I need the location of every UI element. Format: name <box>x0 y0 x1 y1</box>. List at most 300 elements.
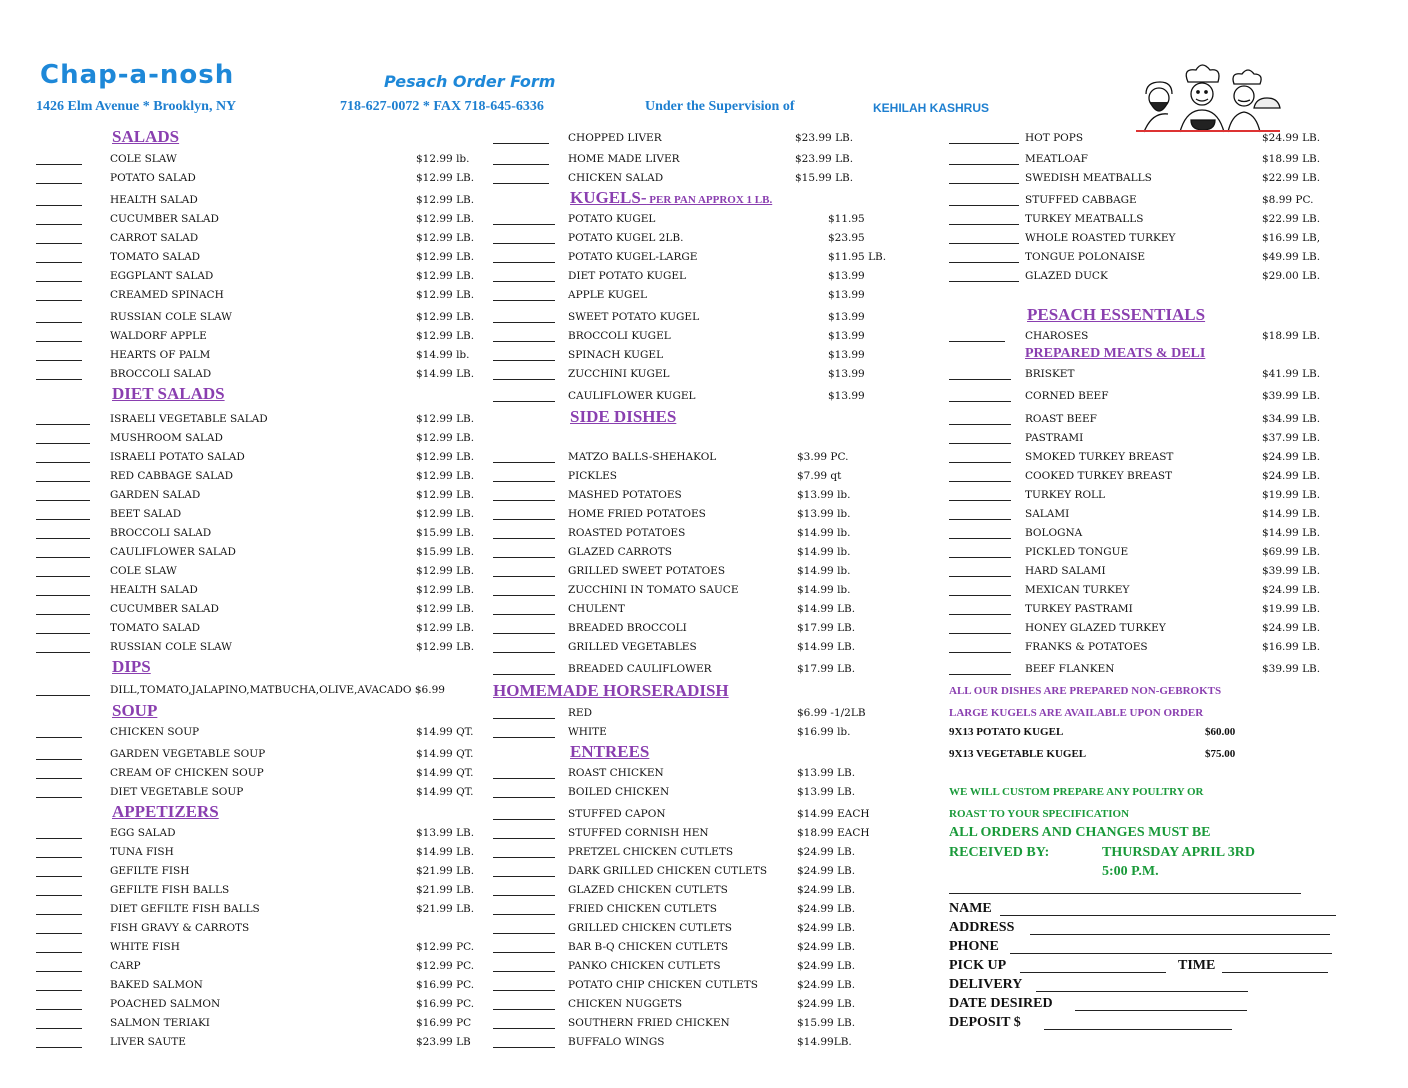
qty-blank-line[interactable] <box>36 243 82 244</box>
qty-blank-line[interactable] <box>36 633 90 634</box>
item-name: COLE SLAW <box>110 153 177 165</box>
item-price: $69.99 LB. <box>1262 546 1321 558</box>
qty-blank-line[interactable] <box>493 674 555 675</box>
qty-blank-line[interactable] <box>949 462 1011 463</box>
item-name: CREAMED SPINACH <box>110 289 224 301</box>
item-price: $14.99 QT. <box>416 726 474 738</box>
item-price: $12.99 LB. <box>416 413 475 425</box>
section-title-text: DIPS <box>112 657 151 676</box>
qty-blank-line[interactable] <box>36 322 82 323</box>
qty-blank-line[interactable] <box>949 538 1011 539</box>
section-title <box>570 742 649 762</box>
field-label-pickup: PICK UP <box>949 958 1007 973</box>
item-name: TUNA FISH <box>110 846 174 858</box>
item-price: $21.99 LB. <box>416 865 475 877</box>
item-price: $13.99 LB. <box>797 767 856 779</box>
note-text: ALL OUR DISHES ARE PREPARED NON-GEBROKTS <box>949 685 1222 697</box>
note-text: ALL ORDERS AND CHANGES MUST BE <box>949 825 1211 840</box>
qty-blank-line[interactable] <box>36 164 82 165</box>
item-price: $24.99 LB. <box>797 846 856 858</box>
item-name: BREADED BROCCOLI <box>568 622 687 634</box>
item-price: $13.99 LB. <box>797 786 856 798</box>
qty-blank-line[interactable] <box>493 401 555 402</box>
qty-blank-line[interactable] <box>36 952 82 953</box>
item-price: $13.99 lb. <box>797 508 851 520</box>
item-name: WHOLE ROASTED TURKEY <box>1025 232 1176 244</box>
item-name: HOME FRIED POTATOES <box>568 508 706 520</box>
field-input-delivery[interactable] <box>1036 991 1248 992</box>
item-name: TURKEY PASTRAMI <box>1025 603 1133 615</box>
item-price: $7.99 qt <box>797 470 842 482</box>
item-price: $11.95 LB. <box>828 251 887 263</box>
item-price: $23.95 <box>828 232 865 244</box>
item-name: MEATLOAF <box>1025 153 1088 165</box>
qty-blank-line[interactable] <box>36 360 82 361</box>
qty-blank-line[interactable] <box>949 557 1011 558</box>
item-price: $14.99LB. <box>797 1036 852 1048</box>
item-name: PANKO CHICKEN CUTLETS <box>568 960 721 972</box>
item-name: POACHED SALMON <box>110 998 221 1010</box>
qty-blank-line[interactable] <box>36 443 90 444</box>
item-name: DARK GRILLED CHICKEN CUTLETS <box>568 865 768 877</box>
item-price: $23.99 LB <box>416 1036 471 1048</box>
field-input-phone[interactable] <box>1010 953 1332 954</box>
note-text: 9X13 VEGETABLE KUGEL <box>949 748 1087 760</box>
item-name: GARDEN VEGETABLE SOUP <box>110 748 266 760</box>
qty-blank-line[interactable] <box>36 183 82 184</box>
item-price: $14.99 LB. <box>797 641 856 653</box>
item-name: CUCUMBER SALAD <box>110 603 219 615</box>
qty-blank-line[interactable] <box>493 500 555 501</box>
qty-blank-line[interactable] <box>493 595 555 596</box>
qty-blank-line[interactable] <box>36 341 82 342</box>
item-price: $14.99 LB. <box>416 846 475 858</box>
qty-blank-line[interactable] <box>949 224 1019 225</box>
item-price: $13.99 lb. <box>797 489 851 501</box>
qty-blank-line[interactable] <box>36 1047 82 1048</box>
field-input-name[interactable] <box>1000 915 1336 916</box>
qty-blank-line[interactable] <box>493 576 555 577</box>
item-price: $11.95 <box>828 213 865 225</box>
item-name: CHICKEN SOUP <box>110 726 200 738</box>
item-price: $17.99 LB. <box>797 622 856 634</box>
qty-blank-line[interactable] <box>493 1047 555 1048</box>
qty-blank-line[interactable] <box>36 695 90 696</box>
qty-blank-line[interactable] <box>493 538 555 539</box>
item-name: SOUTHERN FRIED CHICKEN <box>568 1017 730 1029</box>
qty-blank-line[interactable] <box>949 652 1011 653</box>
item-price: $14.99 lb. <box>797 527 851 539</box>
qty-blank-line[interactable] <box>493 183 549 184</box>
supervision-label: Under the Supervision of <box>645 99 795 114</box>
qty-blank-line[interactable] <box>493 718 555 719</box>
qty-blank-line[interactable] <box>949 164 1019 165</box>
item-name: TONGUE POLONAISE <box>1025 251 1146 263</box>
qty-blank-line[interactable] <box>493 360 555 361</box>
item-price: $12.99 LB. <box>416 603 475 615</box>
qty-blank-line[interactable] <box>493 633 555 634</box>
qty-blank-line[interactable] <box>493 778 555 779</box>
item-name: EGGPLANT SALAD <box>110 270 214 282</box>
qty-blank-line[interactable] <box>493 262 555 263</box>
qty-blank-line[interactable] <box>36 481 90 482</box>
section-title-text: DIET SALADS <box>112 384 225 403</box>
item-name: CAULIFLOWER SALAD <box>110 546 236 558</box>
item-price: $15.99 LB. <box>795 172 854 184</box>
item-name: GLAZED CHICKEN CUTLETS <box>568 884 728 896</box>
qty-blank-line[interactable] <box>36 205 82 206</box>
qty-blank-line[interactable] <box>36 262 82 263</box>
section-title-text: SOUP <box>112 701 158 720</box>
section-title <box>493 681 729 701</box>
item-price: $39.99 LB. <box>1262 390 1321 402</box>
section-title-text: APPETIZERS <box>112 802 219 821</box>
qty-blank-line[interactable] <box>36 557 90 558</box>
qty-blank-line[interactable] <box>493 1009 555 1010</box>
qty-blank-line[interactable] <box>36 379 82 380</box>
item-price: $12.99 LB. <box>416 470 475 482</box>
qty-blank-line[interactable] <box>949 500 1011 501</box>
qty-blank-line[interactable] <box>949 443 1011 444</box>
item-price: $21.99 LB. <box>416 903 475 915</box>
item-name: BROCCOLI SALAD <box>110 368 212 380</box>
qty-blank-line[interactable] <box>493 857 555 858</box>
item-name: GLAZED CARROTS <box>568 546 672 558</box>
field-input-date[interactable] <box>1075 1010 1247 1011</box>
section-title <box>570 407 676 427</box>
qty-blank-line[interactable] <box>36 1028 82 1029</box>
item-price: $23.99 LB. <box>795 132 854 144</box>
item-name: CHICKEN SALAD <box>568 172 664 184</box>
item-price: $14.99 QT. <box>416 786 474 798</box>
section-title-text: KUGELS- <box>570 188 647 207</box>
item-name: CARROT SALAD <box>110 232 199 244</box>
item-name: APPLE KUGEL <box>568 289 648 301</box>
qty-blank-line[interactable] <box>493 224 555 225</box>
item-price: $14.99 lb. <box>416 349 470 361</box>
qty-blank-line[interactable] <box>36 500 90 501</box>
item-price: $14.99 LB. <box>797 603 856 615</box>
item-name: CAULIFLOWER KUGEL <box>568 390 696 402</box>
section-title-text: PESACH ESSENTIALS <box>1027 305 1206 324</box>
qty-blank-line[interactable] <box>493 838 555 839</box>
item-price: $13.99 <box>828 289 865 301</box>
item-price: $19.99 LB. <box>1262 489 1321 501</box>
qty-blank-line[interactable] <box>949 243 1019 244</box>
item-name: GRILLED CHICKEN CUTLETS <box>568 922 732 934</box>
item-price: $12.99 PC. <box>416 960 475 972</box>
item-price: $12.99 LB. <box>416 432 475 444</box>
item-name: GARDEN SALAD <box>110 489 201 501</box>
qty-blank-line[interactable] <box>949 401 1011 402</box>
qty-blank-line[interactable] <box>36 281 82 282</box>
item-name: GEFILTE FISH BALLS <box>110 884 230 896</box>
item-name: PICKLED TONGUE <box>1025 546 1129 558</box>
item-price: $24.99 LB. <box>1262 470 1321 482</box>
item-name: GLAZED DUCK <box>1025 270 1108 282</box>
item-price: $14.99 QT. <box>416 748 474 760</box>
item-price: $12.99 LB. <box>416 641 475 653</box>
item-price: $24.99 LB. <box>797 979 856 991</box>
item-name: HONEY GLAZED TURKEY <box>1025 622 1166 634</box>
item-price: $34.99 LB. <box>1262 413 1321 425</box>
item-price: $12.99 LB. <box>416 451 475 463</box>
section-title-text: PREPARED MEATS & DELI <box>1025 346 1206 361</box>
item-price: $8.99 PC. <box>1262 194 1314 206</box>
item-name: CARP <box>110 960 141 972</box>
item-price: $23.99 LB. <box>795 153 854 165</box>
qty-blank-line[interactable] <box>36 519 90 520</box>
item-name: ROASTED POTATOES <box>568 527 686 539</box>
item-name: PICKLES <box>568 470 617 482</box>
qty-blank-line[interactable] <box>493 300 555 301</box>
item-price: $14.99 LB. <box>1262 508 1321 520</box>
note-text: 5:00 P.M. <box>1102 864 1159 879</box>
item-price: $41.99 LB. <box>1262 368 1321 380</box>
qty-blank-line[interactable] <box>493 341 555 342</box>
item-price: $12.99 LB. <box>416 194 475 206</box>
store-address: 1426 Elm Avenue * Brooklyn, NY <box>36 99 237 114</box>
qty-blank-line[interactable] <box>36 895 82 896</box>
item-price: $12.99 LB. <box>416 330 475 342</box>
section-title <box>112 127 179 147</box>
item-name: CUCUMBER SALAD <box>110 213 219 225</box>
section-title <box>112 657 151 677</box>
qty-blank-line[interactable] <box>949 341 1005 342</box>
item-name: POTATO KUGEL <box>568 213 656 225</box>
qty-blank-line[interactable] <box>949 183 1019 184</box>
item-name: PASTRAMI <box>1025 432 1084 444</box>
qty-blank-line[interactable] <box>36 224 82 225</box>
qty-blank-line[interactable] <box>36 838 82 839</box>
qty-blank-line[interactable] <box>36 971 82 972</box>
qty-blank-line[interactable] <box>493 952 555 953</box>
qty-blank-line[interactable] <box>493 933 555 934</box>
item-name: HOME MADE LIVER <box>568 153 680 165</box>
qty-blank-line[interactable] <box>949 281 1019 282</box>
qty-blank-line[interactable] <box>36 914 82 915</box>
qty-blank-line[interactable] <box>36 759 82 760</box>
qty-blank-line[interactable] <box>36 652 90 653</box>
note-text: $60.00 <box>1205 726 1236 738</box>
item-name: BROCCOLI KUGEL <box>568 330 671 342</box>
qty-blank-line[interactable] <box>493 614 555 615</box>
qty-blank-line[interactable] <box>36 462 90 463</box>
item-price: $24.99 LB. <box>1262 584 1321 596</box>
item-name: HEARTS OF PALM <box>110 349 211 361</box>
item-price: $24.99 LB. <box>797 960 856 972</box>
item-name: STUFFED CORNISH HEN <box>568 827 709 839</box>
item-name: CHOPPED LIVER <box>568 132 662 144</box>
qty-blank-line[interactable] <box>36 300 82 301</box>
item-price: $15.99 LB. <box>416 527 475 539</box>
header-divider <box>1136 130 1280 132</box>
item-price: $12.99 LB. <box>416 565 475 577</box>
section-title-text: ENTREES <box>570 742 650 761</box>
qty-blank-line[interactable] <box>493 243 555 244</box>
form-title: Pesach Order Form <box>384 72 556 91</box>
item-price: $3.99 PC. <box>797 451 849 463</box>
item-price: $12.99 LB. <box>416 508 475 520</box>
qty-blank-line[interactable] <box>493 914 555 915</box>
note-text: 9X13 POTATO KUGEL <box>949 726 1064 738</box>
qty-blank-line[interactable] <box>493 990 555 991</box>
item-price: $24.99 LB. <box>797 884 856 896</box>
item-name: CHULENT <box>568 603 625 615</box>
qty-blank-line[interactable] <box>493 557 555 558</box>
qty-blank-line[interactable] <box>949 674 1011 675</box>
item-name: TURKEY ROLL <box>1025 489 1105 501</box>
qty-blank-line[interactable] <box>493 519 555 520</box>
qty-blank-line[interactable] <box>36 933 82 934</box>
item-price: $16.99 LB, <box>1262 232 1321 244</box>
section-subtitle: PER PAN APPROX 1 LB. <box>646 194 773 206</box>
item-name: ROAST CHICKEN <box>568 767 664 779</box>
item-price: $37.99 LB. <box>1262 432 1321 444</box>
item-name: BOLOGNA <box>1025 527 1083 539</box>
field-input-pickup[interactable] <box>1020 972 1166 973</box>
item-name: TOMATO SALAD <box>110 251 201 263</box>
qty-blank-line[interactable] <box>493 971 555 972</box>
item-price: $29.00 LB. <box>1262 270 1321 282</box>
item-price: $39.99 LB. <box>1262 565 1321 577</box>
qty-blank-line[interactable] <box>949 576 1011 577</box>
field-input-deposit[interactable] <box>1044 1029 1232 1030</box>
field-input-time[interactable] <box>1222 972 1328 973</box>
note-text: ROAST TO YOUR SPECIFICATION <box>949 808 1130 820</box>
qty-blank-line[interactable] <box>36 778 82 779</box>
qty-blank-line[interactable] <box>36 576 90 577</box>
qty-blank-line[interactable] <box>493 164 549 165</box>
item-name: SWEET POTATO KUGEL <box>568 311 700 323</box>
qty-blank-line[interactable] <box>493 281 555 282</box>
qty-blank-line[interactable] <box>949 519 1011 520</box>
qty-blank-line[interactable] <box>493 819 555 820</box>
qty-blank-line[interactable] <box>493 143 549 144</box>
kashrus-name: KEHILAH KASHRUS <box>873 101 990 115</box>
item-name: BAR B-Q CHICKEN CUTLETS <box>568 941 729 953</box>
store-phone: 718-627-0072 * FAX 718-645-6336 <box>340 99 544 114</box>
item-name: CREAM OF CHICKEN SOUP <box>110 767 264 779</box>
qty-blank-line[interactable] <box>36 876 82 877</box>
item-name: MASHED POTATOES <box>568 489 682 501</box>
item-name: FRIED CHICKEN CUTLETS <box>568 903 717 915</box>
item-price: $12.99 LB. <box>416 489 475 501</box>
item-name: DIET VEGETABLE SOUP <box>110 786 244 798</box>
qty-blank-line[interactable] <box>949 205 1019 206</box>
qty-blank-line[interactable] <box>493 652 555 653</box>
item-price: $18.99 LB. <box>1262 330 1321 342</box>
qty-blank-line[interactable] <box>36 424 90 425</box>
qty-blank-line[interactable] <box>36 857 82 858</box>
qty-blank-line[interactable] <box>493 379 555 380</box>
qty-blank-line[interactable] <box>949 614 1011 615</box>
qty-blank-line[interactable] <box>493 481 555 482</box>
item-name: SALMON TERIAKI <box>110 1017 210 1029</box>
field-label-address: ADDRESS <box>949 920 1015 935</box>
item-price: $12.99 LB. <box>416 213 475 225</box>
item-price: $12.99 PC. <box>416 941 475 953</box>
note-text: $75.00 <box>1205 748 1236 760</box>
qty-blank-line[interactable] <box>493 462 555 463</box>
item-price: $19.99 LB. <box>1262 603 1321 615</box>
qty-blank-line[interactable] <box>493 322 555 323</box>
item-name: BAKED SALMON <box>110 979 203 991</box>
item-price: $15.99 LB. <box>416 546 475 558</box>
item-price: $13.99 <box>828 349 865 361</box>
field-label-name: NAME <box>949 901 992 916</box>
item-price: $13.99 LB. <box>416 827 475 839</box>
qty-blank-line[interactable] <box>36 797 82 798</box>
item-name: MUSHROOM SALAD <box>110 432 223 444</box>
item-name: DIET POTATO KUGEL <box>568 270 686 282</box>
qty-blank-line[interactable] <box>36 990 82 991</box>
item-name: PRETZEL CHICKEN CUTLETS <box>568 846 734 858</box>
qty-blank-line[interactable] <box>949 481 1011 482</box>
item-price: $14.99 lb. <box>797 584 851 596</box>
qty-blank-line[interactable] <box>36 595 90 596</box>
item-name: LIVER SAUTE <box>110 1036 186 1048</box>
item-name: HARD SALAMI <box>1025 565 1106 577</box>
item-price: $22.99 LB. <box>1262 213 1321 225</box>
item-name: BROCCOLI SALAD <box>110 527 212 539</box>
field-label-date: DATE DESIRED <box>949 996 1053 1011</box>
qty-blank-line[interactable] <box>493 737 555 738</box>
qty-blank-line[interactable] <box>949 424 1011 425</box>
item-name: SMOKED TURKEY BREAST <box>1025 451 1174 463</box>
item-price: $17.99 LB. <box>797 663 856 675</box>
item-name: HOT POPS <box>1025 132 1084 144</box>
qty-blank-line[interactable] <box>949 262 1019 263</box>
item-name: COOKED TURKEY BREAST <box>1025 470 1173 482</box>
item-price: $12.99 LB. <box>416 172 475 184</box>
item-name: POTATO KUGEL-LARGE <box>568 251 698 263</box>
item-name: CHAROSES <box>1025 330 1089 342</box>
separator-line <box>949 893 1301 894</box>
qty-blank-line[interactable] <box>36 538 90 539</box>
item-price: $49.99 LB. <box>1262 251 1321 263</box>
item-price: $21.99 LB. <box>416 884 475 896</box>
item-name: ISRAELI VEGETABLE SALAD <box>110 413 268 425</box>
qty-blank-line[interactable] <box>493 1028 555 1029</box>
field-label-time: TIME <box>1178 958 1216 973</box>
item-name: WALDORF APPLE <box>110 330 207 342</box>
qty-blank-line[interactable] <box>493 876 555 877</box>
item-price: $6.99 -1/2LB <box>797 707 866 719</box>
qty-blank-line[interactable] <box>493 797 555 798</box>
qty-blank-line[interactable] <box>36 614 90 615</box>
qty-blank-line[interactable] <box>36 737 82 738</box>
item-name: POTATO CHIP CHICKEN CUTLETS <box>568 979 758 991</box>
item-name: SALAMI <box>1025 508 1070 520</box>
qty-blank-line[interactable] <box>949 633 1011 634</box>
item-name: GRILLED SWEET POTATOES <box>568 565 726 577</box>
qty-blank-line[interactable] <box>949 379 1011 380</box>
item-price: $18.99 LB. <box>1262 153 1321 165</box>
item-name: ZUCCHINI IN TOMATO SAUCE <box>568 584 739 596</box>
item-price: $24.99 LB. <box>797 922 856 934</box>
qty-blank-line[interactable] <box>949 143 1019 144</box>
item-name: TURKEY MEATBALLS <box>1025 213 1144 225</box>
qty-blank-line[interactable] <box>949 595 1011 596</box>
item-price: $12.99 LB. <box>416 622 475 634</box>
qty-blank-line[interactable] <box>36 1009 82 1010</box>
qty-blank-line[interactable] <box>493 895 555 896</box>
field-input-address[interactable] <box>1030 934 1330 935</box>
item-name: RUSSIAN COLE SLAW <box>110 311 232 323</box>
item-price: $14.99 LB. <box>416 368 475 380</box>
item-price: $13.99 <box>828 270 865 282</box>
